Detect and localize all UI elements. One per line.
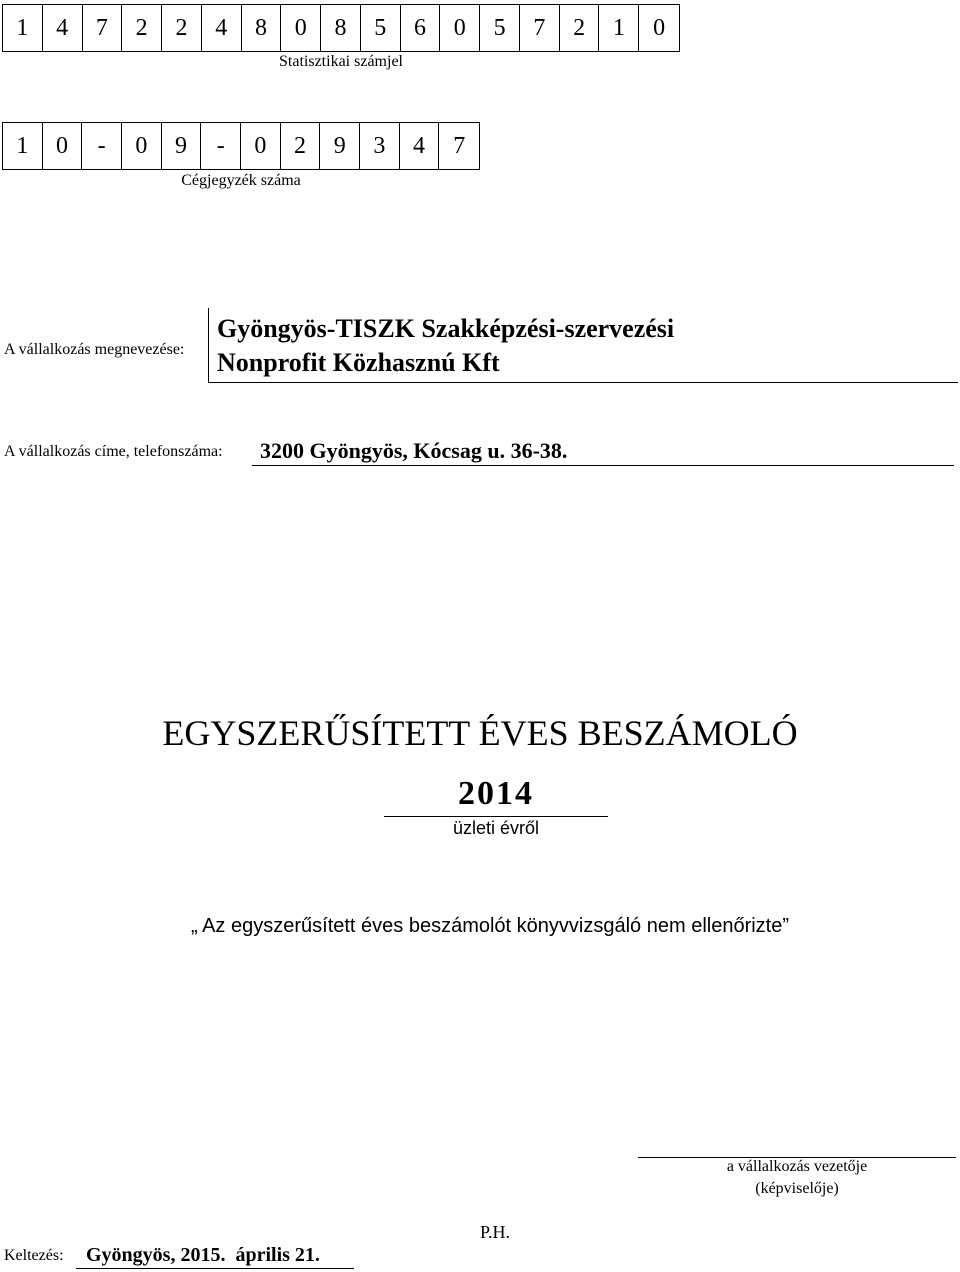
- stat-digit: 1: [599, 5, 639, 51]
- address-underline: [252, 465, 954, 466]
- statistical-number-caption: Statisztikai számjel: [279, 53, 403, 70]
- statistical-number-box: [2, 4, 680, 52]
- reg-digit: 7: [453, 132, 466, 159]
- reg-digit: 4: [400, 123, 440, 169]
- reg-digit: 9: [162, 123, 202, 169]
- stat-digit: 8: [321, 5, 361, 51]
- company-name-line-2: Nonprofit Közhasznú Kft: [217, 348, 500, 377]
- stat-digit: 5: [480, 5, 520, 51]
- reg-digit: 2: [281, 123, 321, 169]
- stat-digit: 1: [3, 5, 43, 51]
- company-name-divider: [208, 308, 209, 382]
- address-label: A vállalkozás címe, telefonszáma:: [4, 443, 223, 460]
- report-period: üzleti évről: [452, 818, 540, 838]
- reg-digit: -: [82, 123, 122, 169]
- stat-digit: 0: [653, 14, 666, 41]
- stamp-placeholder: P.H.: [480, 1222, 511, 1242]
- signatory-title: a vállalkozás vezetője: [726, 1158, 868, 1175]
- stat-digit: 8: [242, 5, 282, 51]
- report-year: 2014: [458, 775, 534, 812]
- report-year-underline: [384, 816, 608, 817]
- company-name-line-1: Gyöngyös-TISZK Szakképzési-szervezési: [217, 314, 675, 343]
- stat-digit: 2: [162, 5, 202, 51]
- company-name-label: A vállalkozás megnevezése:: [4, 341, 185, 358]
- stat-digit: 0: [440, 5, 480, 51]
- company-name-underline: [208, 382, 958, 383]
- stat-digit: 2: [122, 5, 162, 51]
- reg-digit: 0: [241, 123, 281, 169]
- registration-number-box: [2, 122, 480, 170]
- date-underline: [76, 1268, 354, 1269]
- stat-digit: 7: [83, 5, 123, 51]
- stat-digit: 0: [281, 5, 321, 51]
- stat-digit: 4: [202, 5, 242, 51]
- audit-note: „ Az egyszerűsített éves beszámolót könyvvizsgáló nem ellenőrizte”: [190, 915, 790, 937]
- stat-digit: 7: [520, 5, 560, 51]
- signatory-subtitle: (képviselője): [755, 1180, 839, 1197]
- registration-number-caption: Cégjegyzék száma: [181, 172, 301, 189]
- reg-digit: 1: [3, 123, 43, 169]
- stat-digit: 2: [560, 5, 600, 51]
- address-value: 3200 Gyöngyös, Kócsag u. 36-38.: [260, 438, 568, 463]
- stat-digit: 4: [43, 5, 83, 51]
- reg-digit: 0: [122, 123, 162, 169]
- date-label: Keltezés:: [4, 1247, 64, 1264]
- stat-digit: 5: [361, 5, 401, 51]
- reg-digit: -: [201, 123, 241, 169]
- date-value: Gyöngyös, 2015. április 21.: [86, 1244, 320, 1266]
- stat-digit: 6: [401, 5, 441, 51]
- report-title: EGYSZERŰSÍTETT ÉVES BESZÁMOLÓ: [162, 713, 798, 753]
- reg-digit: 0: [43, 123, 83, 169]
- reg-digit: 3: [360, 123, 400, 169]
- reg-digit: 9: [320, 123, 360, 169]
